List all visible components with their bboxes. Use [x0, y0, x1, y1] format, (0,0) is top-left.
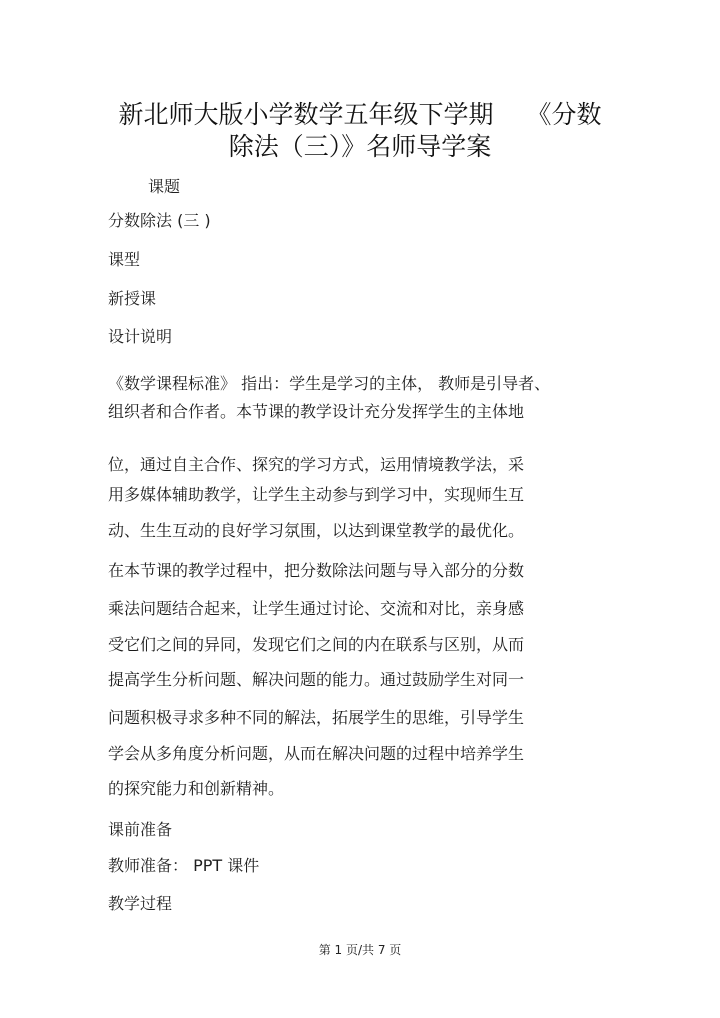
design-line: 位，通过自主合作、探究的学习方式，运用情境教学法，采 [108, 455, 525, 474]
lesson-value: 分数除法 (三 ) [108, 211, 211, 230]
document-title-line-1: 新北师大版小学数学五年级下学期 《分数 [118, 100, 602, 129]
type-label: 课型 [108, 250, 141, 269]
document-title-line-2: 除法（三）》名师导学案 [228, 132, 492, 161]
design-line: 提高学生分析问题、解决问题的能力。通过鼓励学生对同一 [108, 670, 525, 689]
design-line: 的探究能力和创新精神。 [108, 779, 285, 798]
design-line: 乘法问题结合起来，让学生通过讨论、交流和对比，亲身感 [108, 599, 525, 618]
page-number: 第 1 页/共 7 页 [318, 943, 402, 957]
design-line: 用多媒体辅助教学，让学生主动参与到学习中，实现师生互 [108, 485, 525, 504]
design-line: 《数学课程标准》 指出：学生是学习的主体， 教师是引导者、 [108, 374, 551, 393]
type-value: 新授课 [108, 289, 157, 308]
prep-label: 课前准备 [108, 820, 173, 839]
design-line: 受它们之间的异同，发现它们之间的内在联系与区别，从而 [108, 635, 525, 654]
prep-value: 教师准备： PPT 课件 [108, 856, 260, 875]
lesson-label: 课题 [148, 177, 181, 196]
design-line: 动、生生互动的良好学习氛围，以达到课堂教学的最优化。 [108, 521, 525, 540]
design-line: 问题积极寻求多种不同的解法，拓展学生的思维，引导学生 [108, 708, 525, 727]
process-label: 教学过程 [108, 894, 173, 913]
design-line: 组织者和合作者。本节课的教学设计充分发挥学生的主体地 [108, 402, 525, 421]
design-label: 设计说明 [108, 327, 173, 346]
design-line: 学会从多角度分析问题，从而在解决问题的过程中培养学生 [108, 744, 525, 763]
design-line: 在本节课的教学过程中，把分数除法问题与导入部分的分数 [108, 561, 525, 580]
